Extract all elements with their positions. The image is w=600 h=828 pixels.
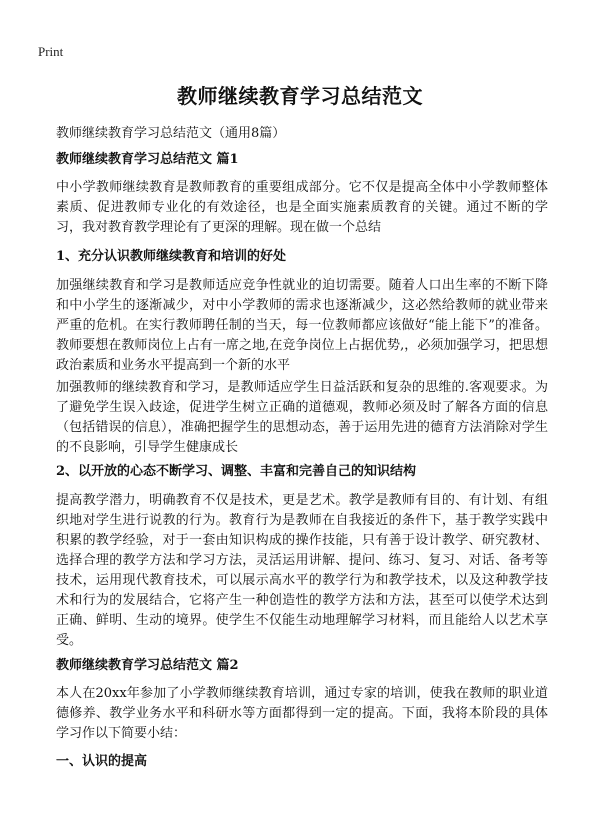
- document-title: 教师继续教育学习总结范文: [177, 84, 423, 108]
- paragraph-1: 中小学教师继续教育是教师教育的重要组成部分。它不仅是提高全体中小学教师整体素质、促进教师专业化的有效途径，也是全面实施素质教育的关键。通过不断的学习，我对教育教学理论有了更深的理解。现在做一个总结: [56, 180, 548, 235]
- paragraph-3: 加强教师的继续教育和学习，是教师适应学生日益活跃和复杂的思维的.客观要求。为了避免学生误入歧途，促进学生树立正确的道德观，教师必须及时了解各方面的信息（包括错误的信息），准确把握学生的思想动态，善于运用先进的德育方法消除对学生的不良影响，引导学生健康成长: [56, 380, 548, 455]
- section-heading-1: 教师继续教育学习总结范文 篇1: [56, 152, 239, 167]
- paragraph-5: 本人在20xx年参加了小学教师继续教育培训，通过专家的培训，使我在教师的职业道德修养、教学业务水平和科研水等方面都得到一定的提高。下面，我将本阶段的具体学习作以下简要小结：: [56, 686, 548, 741]
- section-heading-2: 1、充分认识教师继续教育和培训的好处: [56, 249, 287, 264]
- print-link[interactable]: Print: [38, 44, 64, 59]
- section-heading-5: 一、认识的提高: [56, 754, 148, 769]
- paragraph-4: 提高教学潜力，明确教育不仅是技术，更是艺术。教学是教师有目的、有计划、有组织地对学生进行说教的行为。教育行为是教师在自我接近的条件下，基于教学实践中积累的教学经验，对于一套由知识构成的操作技能，只有善于设计教学、研究教材、选择合理的教学方法和学习方法，灵活运用讲解、提问、练习、复习、对话、备考等技术，运用现代教育技术，可以展示高水平的教学行为和教学技术，以及这种教学技术和行为的发展结合，它将产生一种创造性的教学方法和方法，甚至可以使学术达到正确、鲜明、生动的境界。使学生不仅能生动地理解学习材料，而且能给人以艺术享受。: [56, 493, 548, 648]
- section-heading-3: 2、以开放的心态不断学习、调整、丰富和完善自己的知识结构: [56, 464, 417, 479]
- paragraph-2: 加强继续教育和学习是教师适应竞争性就业的迫切需要。随着人口出生率的不断下降和中小学生的逐渐减少，对中小学教师的需求也逐渐减少，这必然给教师的就业带来严重的危机。在实行教师聘任制的当天，每一位教师都应该做好“能上能下”的准备。教师要想在教师岗位上占有一席之地,在竞争岗位上占据优势,，必须加强学习，把思想政治素质和业务水平提高到一个新的水平: [56, 278, 548, 373]
- section-heading-4: 教师继续教育学习总结范文 篇2: [56, 658, 239, 673]
- document-subtitle: 教师继续教育学习总结范文（通用8篇）: [56, 126, 286, 141]
